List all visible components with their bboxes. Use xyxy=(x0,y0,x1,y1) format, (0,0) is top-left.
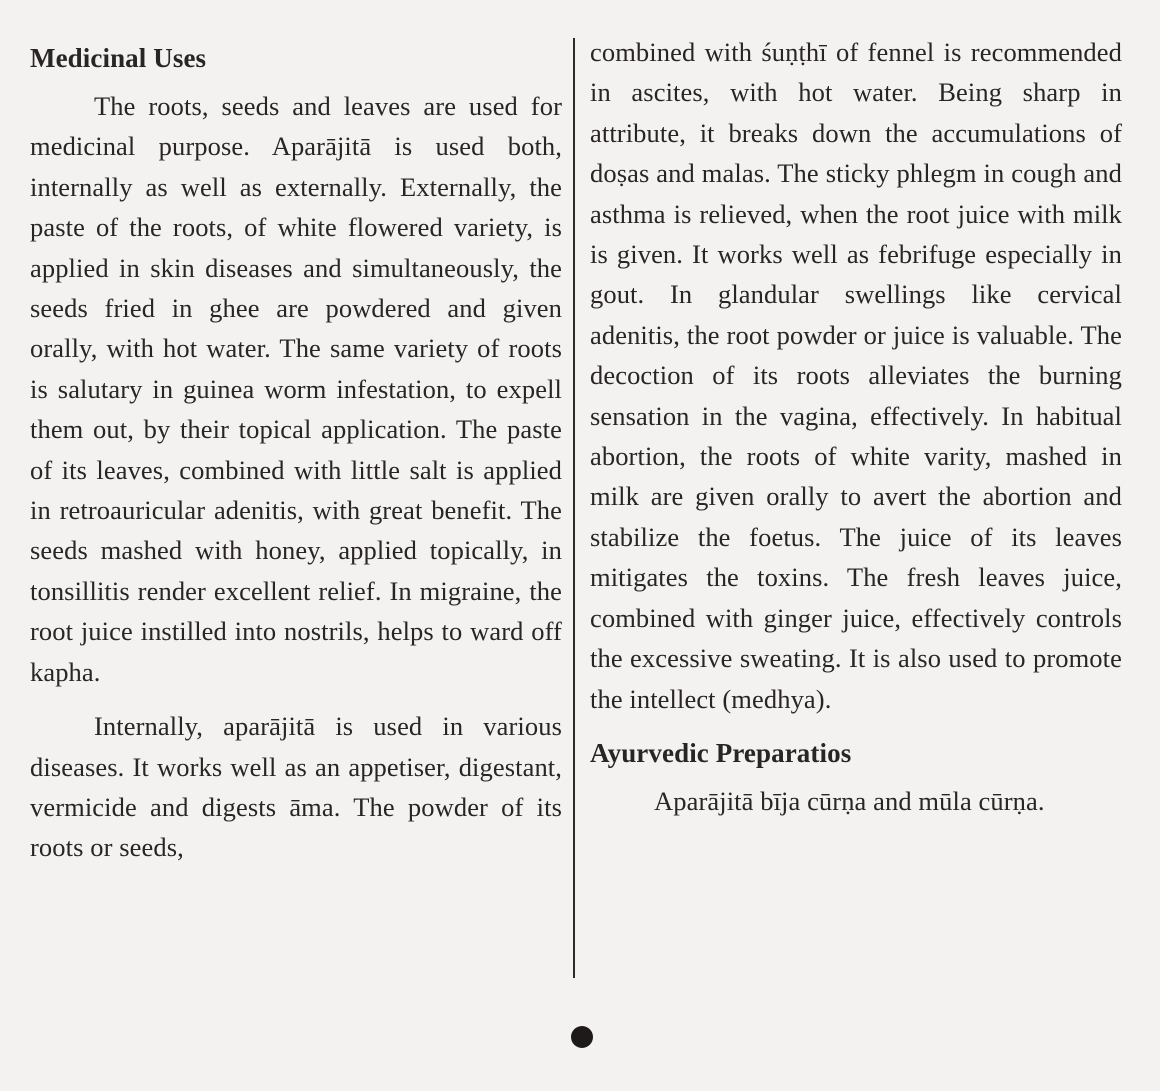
paragraph-internal-uses-continued: combined with śuṇṭhī of fennel is recommended in ascites, with hot water. Being sharp in attribute, it breaks down the accumulations of doṣas and malas. The sticky phlegm in cough and asthma is relieved, when the root juice with milk is given. It works well as febrifuge especially in gout. In glandular swellings like cervical adenitis, the root powder or juice is valuable. The decoction of its roots alleviates the burning sensation in the vagina, effectively. In habitual abortion, the roots of white varity, mashed in milk are given orally to avert the abortion and stabilize the foetus. The juice of its leaves mitigates the toxins. The fresh leaves juice, combined with ginger juice, effectively controls the excessive sweating. It is also used to promote the intellect (medhya). xyxy=(590,37,1122,714)
section-heading-ayurvedic-preparations: Ayurvedic Preparatios xyxy=(590,737,852,768)
bullet-dot-icon xyxy=(571,1026,593,1048)
right-column xyxy=(590,32,1122,821)
paragraph-preparations: Aparājitā bīja cūrṇa and mūla cūrṇa. xyxy=(654,785,1045,816)
column-divider xyxy=(573,38,575,978)
paragraph-internal-uses: Internally, aparājitā is used in various diseases. It works well as an appetiser, digestant, vermicide and digests āma. The powder of its roots or seeds, xyxy=(30,711,562,863)
section-heading-medicinal-uses: Medicinal Uses xyxy=(30,43,207,73)
paragraph-external-uses: The roots, seeds and leaves are used for medicinal purpose. Aparājitā is used both, internally as well as externally. Externally, the paste of the roots, of white flowered variety, is applied in skin diseases and simultaneously, the seeds fried in ghee are powdered and given orally, with hot water. The same variety of roots is salutary in guinea worm infestation, to expell them out, by their topical application. The paste of its leaves, combined with little salt is applied in retroauricular adenitis, with great benefit. The seeds mashed with honey, applied topically, in tonsillitis render excellent relief. In migraine, the root juice instilled into nostrils, helps to ward off kapha. xyxy=(30,91,562,687)
left-column xyxy=(30,30,562,868)
